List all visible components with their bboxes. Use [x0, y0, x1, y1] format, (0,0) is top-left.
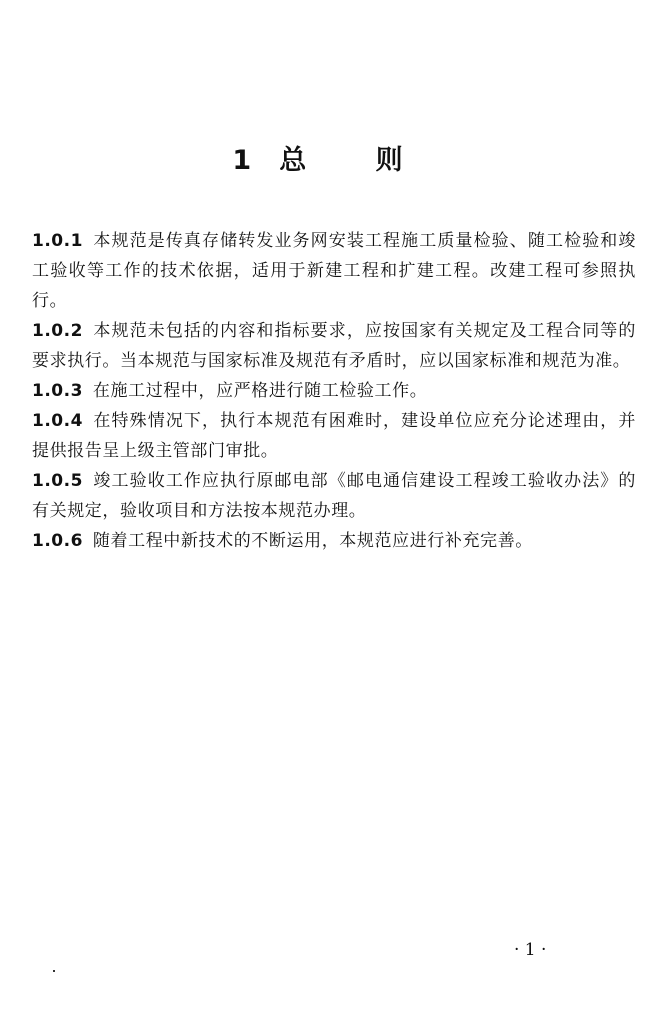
clause-number: 1.0.4 [32, 411, 83, 431]
clause-text: 随着工程中新技术的不断运用，本规范应进行补充完善。 [92, 531, 533, 551]
clause-text: 竣工验收工作应执行原邮电部《邮电通信建设工程竣工验收办法》的有关规定，验收项目和方法按本规范办理。 [32, 471, 636, 521]
chapter-title: 总 则 [279, 145, 433, 176]
clause-number: 1.0.6 [32, 531, 83, 551]
clause [32, 226, 636, 316]
clause-number: 1.0.2 [32, 321, 83, 341]
page-number: · 1 · [514, 940, 547, 960]
clause [32, 526, 636, 556]
clause-number: 1.0.3 [32, 381, 83, 401]
clause-list [32, 226, 636, 556]
clause-text: 本规范是传真存储转发业务网安装工程施工质量检验、随工检验和竣工验收等工作的技术依据，适用于新建工程和扩建工程。改建工程可参照执行。 [32, 231, 636, 311]
clause [32, 466, 636, 526]
clause-text: 在施工过程中，应严格进行随工检验工作。 [92, 381, 428, 401]
clause [32, 376, 636, 406]
clause-text: 在特殊情况下，执行本规范有困难时，建设单位应充分论述理由，并提供报告呈上级主管部门审批。 [32, 411, 636, 461]
chapter-heading [0, 138, 665, 177]
clause-number: 1.0.5 [32, 471, 83, 491]
clause [32, 316, 636, 376]
clause-number: 1.0.1 [32, 231, 83, 251]
chapter-number: 1 [232, 145, 254, 176]
clause [32, 406, 636, 466]
scan-speck [53, 970, 55, 972]
clause-text: 本规范未包括的内容和指标要求，应按国家有关规定及工程合同等的要求执行。当本规范与国家标准及规范有矛盾时，应以国家标准和规范为准。 [32, 321, 636, 371]
